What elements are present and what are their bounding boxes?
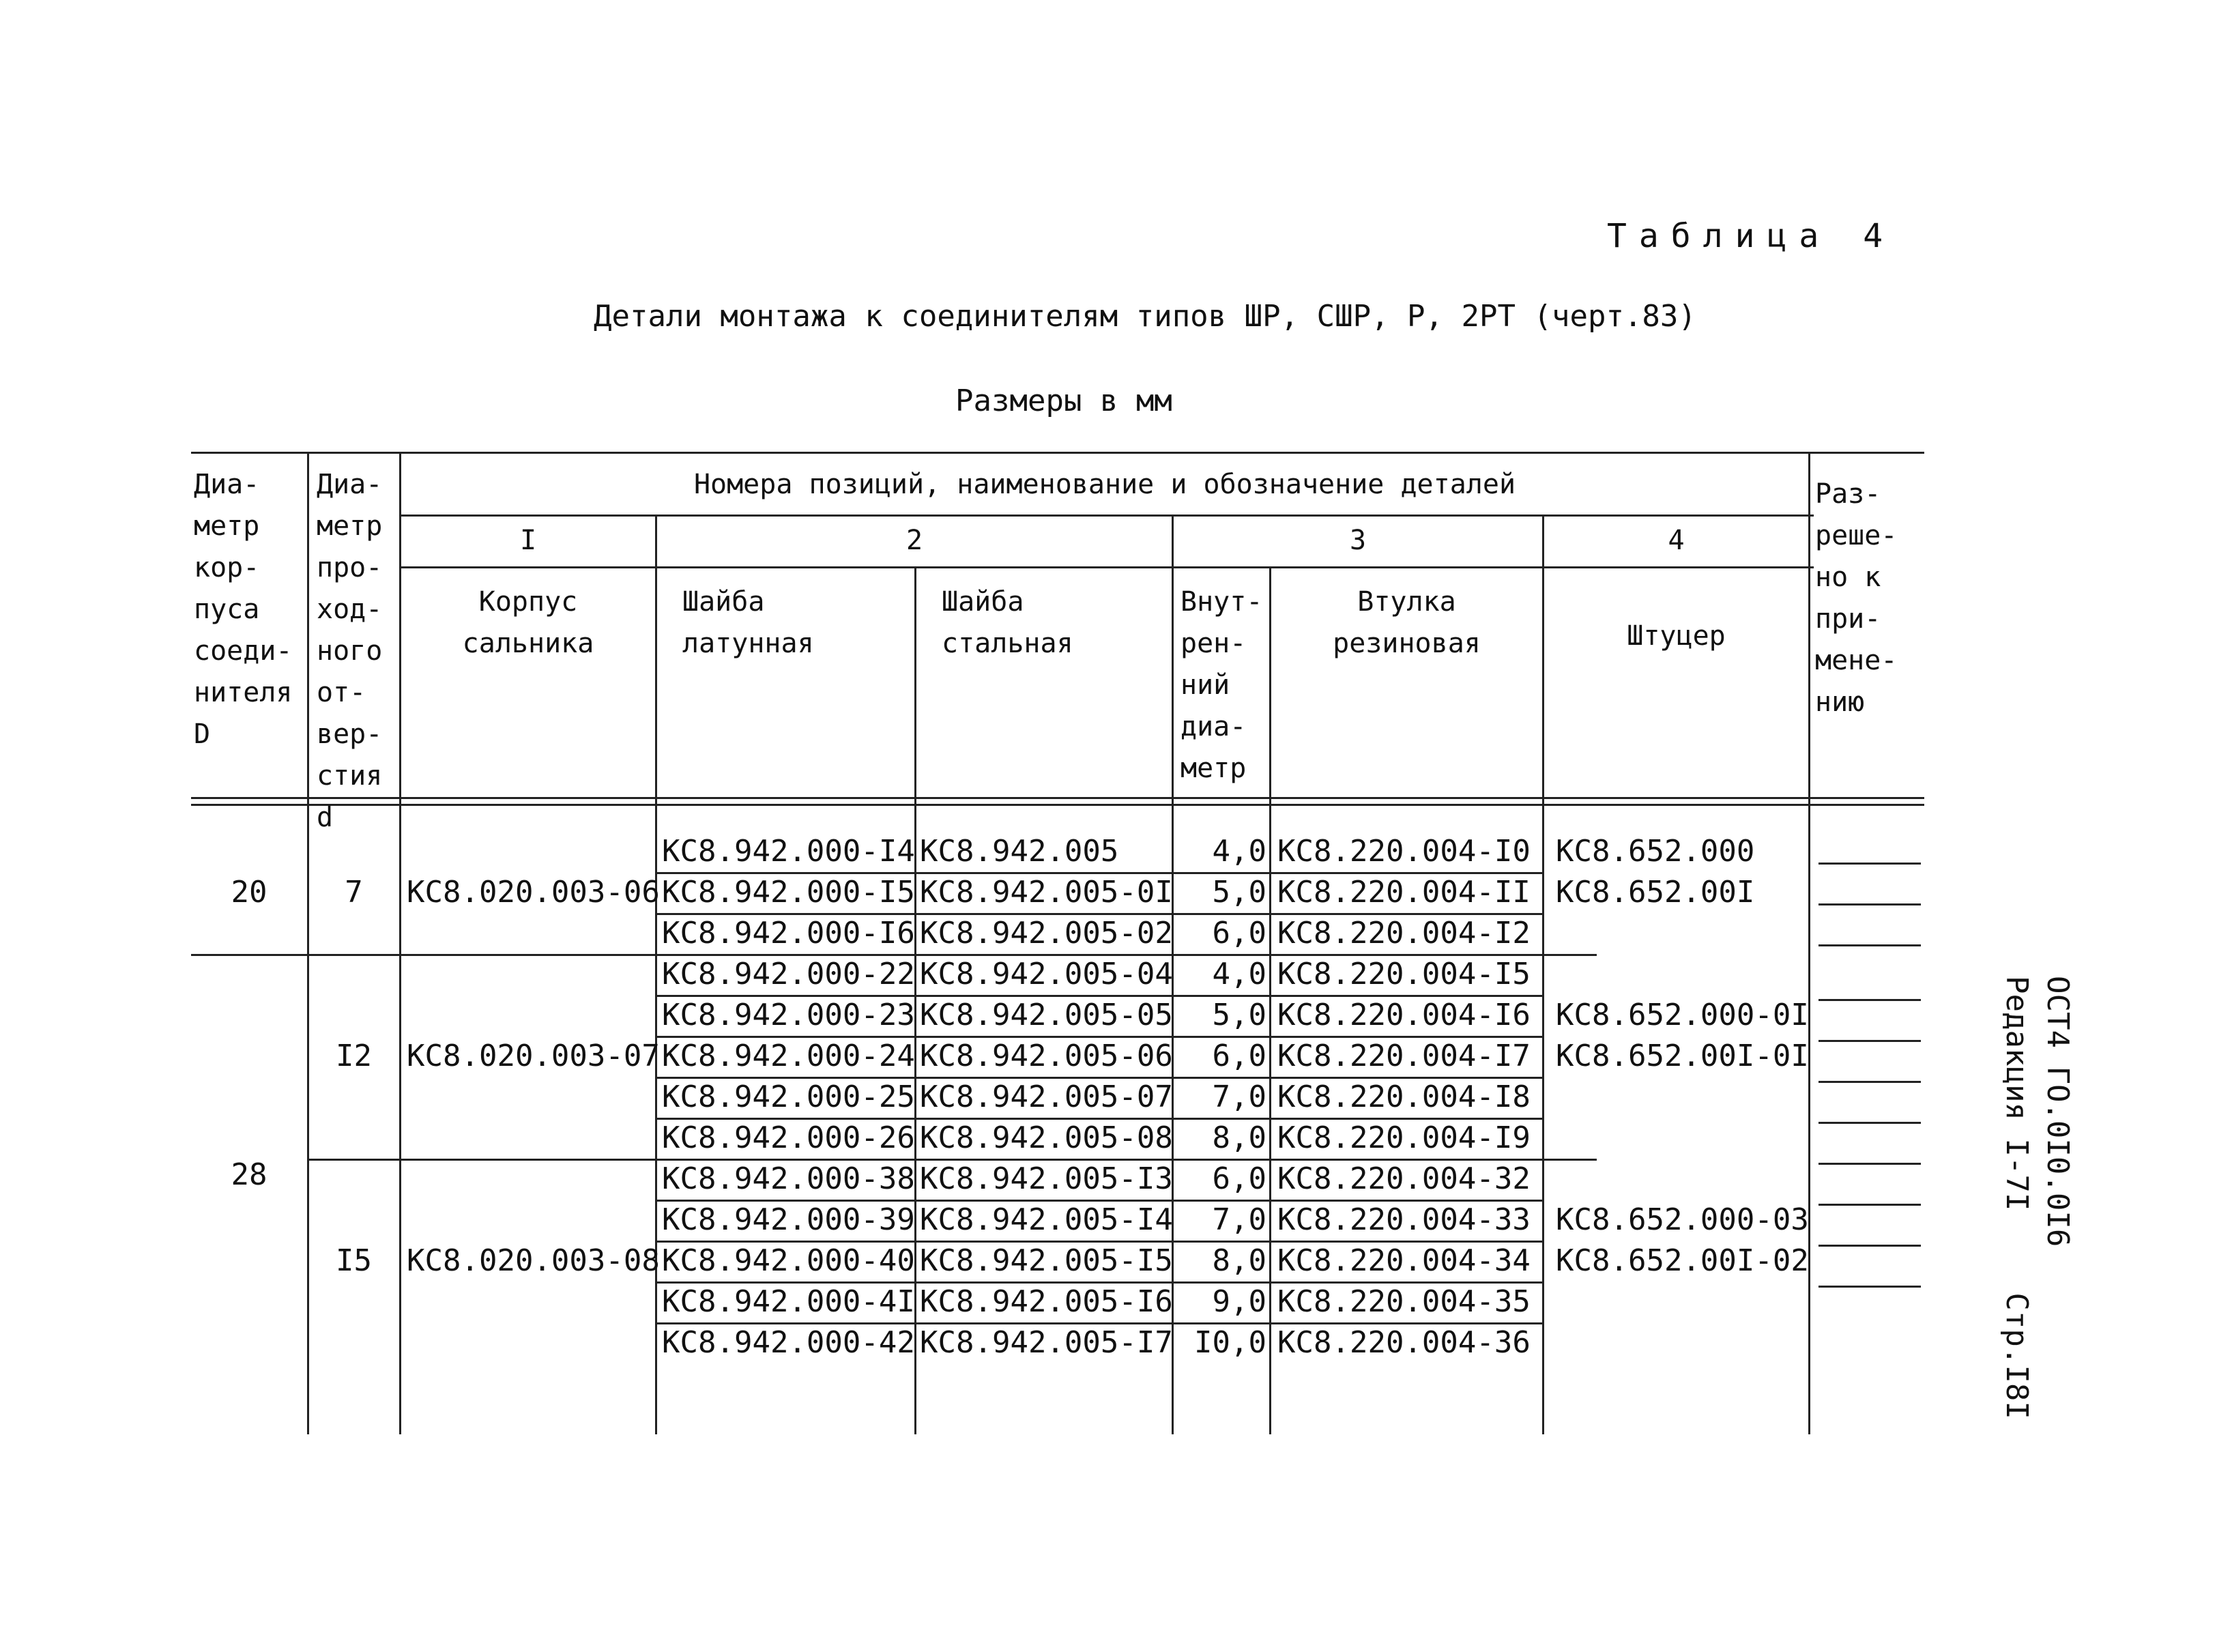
inner-diameter-cell: 6,0 — [1212, 916, 1266, 951]
rubber-sleeve-cell: КС8.220.004-II — [1277, 875, 1531, 910]
header-approved-for-use: Раз- реше- но к при- мене- нию — [1815, 478, 1898, 718]
rubber-sleeve-cell: КС8.220.004-I7 — [1277, 1039, 1531, 1073]
fitting-cell: КС8.652.000-03 — [1556, 1202, 1809, 1237]
page-number: Стр.I8I — [1999, 1292, 2034, 1419]
brass-washer-cell: КС8.942.000-I6 — [662, 916, 915, 951]
fitting-cell: КС8.652.00I-02 — [1556, 1243, 1809, 1278]
rubber-sleeve-cell: КС8.220.004-I5 — [1277, 957, 1531, 991]
header-gland-body: Корпус сальника — [462, 586, 594, 659]
approval-rule — [1818, 1245, 1921, 1247]
header-brass-washer: Шайба латунная — [682, 586, 814, 659]
col-rule — [1542, 515, 1544, 1434]
side-stamp — [1999, 976, 2091, 1419]
brass-washer-cell: КС8.942.000-4I — [662, 1284, 915, 1319]
header-bottom-rule-1 — [191, 797, 1924, 799]
header-pos-rule — [401, 566, 1814, 568]
steel-washer-cell: КС8.942.005-04 — [920, 957, 1173, 991]
brass-washer-cell: КС8.942.000-42 — [662, 1325, 915, 1360]
col-rule — [399, 452, 401, 1434]
inner-diameter-cell: 8,0 — [1212, 1120, 1266, 1155]
rubber-sleeve-cell: КС8.220.004-I8 — [1277, 1079, 1531, 1114]
approval-rule — [1818, 944, 1921, 946]
header-fitting: Штуцер — [1627, 620, 1726, 652]
steel-washer-cell: КС8.942.005-0I — [920, 875, 1173, 910]
header-inner-diameter: Внут- рен- ний диа- метр — [1180, 586, 1263, 784]
header-group-rule — [401, 515, 1814, 517]
table-top-rule — [191, 452, 1924, 454]
document-number: ОСТ4 ГО.0I0.0I6 — [2040, 976, 2075, 1247]
table-caption: Детали монтажа к соединителям типов ШР, СШР, Р, 2РТ (черт.83) — [594, 299, 1696, 334]
inner-diameter-cell: 6,0 — [1212, 1039, 1266, 1073]
table-title: Таблица 4 — [1607, 217, 1896, 255]
approval-rule — [1818, 1204, 1921, 1206]
brass-washer-cell: КС8.942.000-I4 — [662, 834, 915, 869]
approval-rule — [1818, 1040, 1921, 1042]
bore-diameter-cell: 7 — [345, 875, 363, 910]
brass-washer-cell: КС8.942.000-39 — [662, 1202, 915, 1237]
approval-rule — [1818, 999, 1921, 1001]
brass-washer-cell: КС8.942.000-26 — [662, 1120, 915, 1155]
rubber-sleeve-cell: КС8.220.004-I0 — [1277, 834, 1531, 869]
col-rule — [307, 452, 309, 1434]
inner-diameter-cell: I0,0 — [1194, 1325, 1266, 1360]
brass-washer-cell: КС8.942.000-I5 — [662, 875, 915, 910]
brass-washer-cell: КС8.942.000-40 — [662, 1243, 915, 1278]
details-table — [191, 445, 1924, 1434]
steel-washer-cell: КС8.942.005-I7 — [920, 1325, 1173, 1360]
fitting-cell: КС8.652.00I-0I — [1556, 1039, 1809, 1073]
body-diameter-cell: 20 — [231, 875, 267, 910]
header-steel-washer: Шайба стальная — [942, 586, 1073, 659]
steel-washer-cell: КС8.942.005 — [920, 834, 1119, 869]
brass-washer-cell: КС8.942.000-22 — [662, 957, 915, 991]
steel-washer-cell: КС8.942.005-08 — [920, 1120, 1173, 1155]
approval-rule — [1818, 1122, 1921, 1124]
steel-washer-cell: КС8.942.005-05 — [920, 998, 1173, 1032]
header-position-3: 3 — [1349, 525, 1367, 556]
steel-washer-cell: КС8.942.005-I5 — [920, 1243, 1173, 1278]
inner-diameter-cell: 7,0 — [1212, 1202, 1266, 1237]
gland-body-cell: КС8.020.003-08 — [407, 1243, 660, 1278]
gland-body-cell: КС8.020.003-07 — [407, 1039, 660, 1073]
body-diameter-cell: 28 — [231, 1157, 267, 1192]
rubber-sleeve-cell: КС8.220.004-34 — [1277, 1243, 1531, 1278]
rubber-sleeve-cell: КС8.220.004-I9 — [1277, 1120, 1531, 1155]
header-bore-diameter: Диа- метр про- ход- ного от- вер- стия d — [317, 469, 383, 833]
bore-diameter-cell: I5 — [336, 1243, 372, 1278]
steel-washer-cell: КС8.942.005-I4 — [920, 1202, 1173, 1237]
header-bottom-rule-2 — [191, 804, 1924, 806]
approval-rule — [1818, 1163, 1921, 1165]
brass-washer-cell: КС8.942.000-23 — [662, 998, 915, 1032]
inner-diameter-cell: 9,0 — [1212, 1284, 1266, 1319]
approval-rule — [1818, 903, 1921, 905]
brass-washer-cell: КС8.942.000-24 — [662, 1039, 915, 1073]
rubber-sleeve-cell: КС8.220.004-36 — [1277, 1325, 1531, 1360]
inner-diameter-cell: 6,0 — [1212, 1161, 1266, 1196]
approval-rule — [1818, 1286, 1921, 1288]
inner-diameter-cell: 5,0 — [1212, 875, 1266, 910]
header-body-diameter: Диа- метр кор- пуса соеди- нителя D — [194, 469, 293, 750]
bore-diameter-cell: I2 — [336, 1039, 372, 1073]
steel-washer-cell: КС8.942.005-I3 — [920, 1161, 1173, 1196]
header-rubber-sleeve: Втулка резиновая — [1333, 586, 1481, 659]
steel-washer-cell: КС8.942.005-02 — [920, 916, 1173, 951]
fitting-cell: КС8.652.000 — [1556, 834, 1755, 869]
approval-rule — [1818, 863, 1921, 865]
rubber-sleeve-cell: КС8.220.004-32 — [1277, 1161, 1531, 1196]
header-position-4: 4 — [1668, 525, 1685, 556]
inner-diameter-cell: 8,0 — [1212, 1243, 1266, 1278]
units-note: Размеры в мм — [955, 383, 1172, 418]
steel-washer-cell: КС8.942.005-07 — [920, 1079, 1173, 1114]
steel-washer-cell: КС8.942.005-I6 — [920, 1284, 1173, 1319]
fitting-cell: КС8.652.000-0I — [1556, 998, 1809, 1032]
brass-washer-cell: КС8.942.000-25 — [662, 1079, 915, 1114]
rubber-sleeve-cell: КС8.220.004-35 — [1277, 1284, 1531, 1319]
header-position-2: 2 — [905, 525, 923, 556]
approval-rule — [1818, 1081, 1921, 1083]
col-rule — [1808, 452, 1810, 1434]
inner-diameter-cell: 4,0 — [1212, 834, 1266, 869]
edition-label: Редакция I-7I — [1999, 976, 2034, 1211]
inner-diameter-cell: 5,0 — [1212, 998, 1266, 1032]
rubber-sleeve-cell: КС8.220.004-33 — [1277, 1202, 1531, 1237]
inner-diameter-cell: 4,0 — [1212, 957, 1266, 991]
rubber-sleeve-cell: КС8.220.004-I6 — [1277, 998, 1531, 1032]
header-group-title: Номера позиций, наименование и обозначение деталей — [693, 469, 1516, 500]
gland-body-cell: КС8.020.003-06 — [407, 875, 660, 910]
rubber-sleeve-cell: КС8.220.004-I2 — [1277, 916, 1531, 951]
brass-washer-cell: КС8.942.000-38 — [662, 1161, 915, 1196]
col-rule — [655, 515, 657, 1434]
header-position-1: I — [519, 525, 537, 556]
steel-washer-cell: КС8.942.005-06 — [920, 1039, 1173, 1073]
inner-diameter-cell: 7,0 — [1212, 1079, 1266, 1114]
col-rule — [1269, 566, 1271, 1434]
fitting-cell: КС8.652.00I — [1556, 875, 1755, 910]
